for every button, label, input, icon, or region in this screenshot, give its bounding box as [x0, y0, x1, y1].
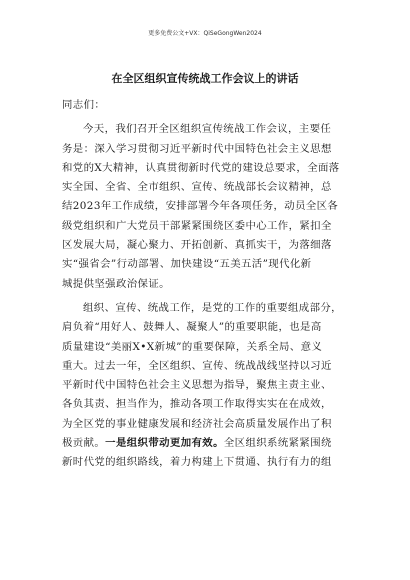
text-line: 城提供坚强政治保证。 — [62, 277, 170, 290]
text-line: 肩负着“用好人、鼓舞人、凝聚人”的重要职能，也是高 — [62, 321, 322, 334]
text-line: 各负其责、担当作为，推动各项工作取得实实在在成效， — [62, 398, 332, 411]
text-line: 质量建设“美丽X•X新城”的重要保障，关系全局、意义 — [62, 340, 323, 353]
text-line: 平新时代中国特色社会主义思想为指导，聚焦主责主业、 — [62, 379, 332, 392]
text-segment: 全区组织系统紧紧围绕 — [223, 437, 332, 450]
text-line: 重大。过去一年，全区组织、宣传、统战战线坚持以习近 — [62, 359, 332, 372]
paragraph-1 — [62, 120, 350, 294]
header-note: 更多免费公文+VX：QiSeGongWen2024 — [148, 30, 262, 37]
document-title: 在全区组织宣传统战工作会议上的讲话 — [111, 72, 299, 85]
text-segment: 极贡献。 — [62, 437, 106, 450]
text-line: 实“强省会”行动部署、加快建设“五美五活”现代化新 — [62, 258, 312, 271]
text-line: 区发展大局，凝心聚力、开拓创新、真抓实干，为落细落 — [62, 239, 332, 252]
document-body — [62, 96, 350, 473]
salutation: 同志们： — [62, 99, 106, 111]
text-line: 新时代党的组织路线，着力构建上下贯通、执行有力的组 — [62, 456, 332, 469]
text-line — [62, 434, 350, 453]
text-line: 组织、宣传、统战工作，是党的工作的重要组成部分， — [83, 301, 342, 314]
text-line: 实全国、全省、全市组织、宣传、统战部长会议精神，总 — [62, 181, 332, 194]
bold-heading: 一是组织带动更加有效。 — [105, 437, 224, 450]
text-line: 结2023年工作成绩，安排部署今年各项任务，动员全区各 — [62, 200, 339, 213]
text-line: 和党的X大精神，认真贯彻新时代党的建设总要求，全面落 — [62, 161, 340, 174]
paragraph-2 — [62, 299, 350, 473]
text-line: 级党组织和广大党员干部紧紧围绕区委中心工作，紧扣全 — [62, 219, 332, 232]
text-line: 务是：深入学习贯彻习近平新时代中国特色社会主义思想 — [62, 142, 332, 155]
text-line: 为全区党的事业健康发展和经济社会高质量发展作出了积 — [62, 417, 332, 430]
text-line: 今天，我们召开全区组织宣传统战工作会议，主要任 — [83, 123, 332, 136]
